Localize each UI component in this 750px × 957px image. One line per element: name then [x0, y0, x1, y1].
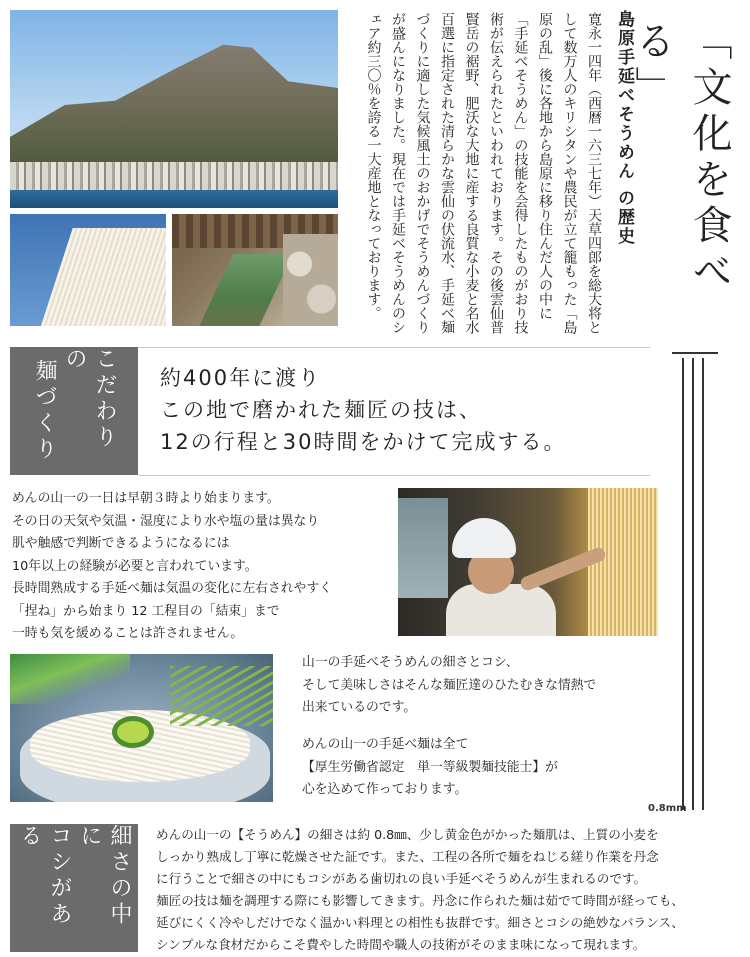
- box-line: こだわりの: [62, 347, 117, 451]
- paragraph-thinness: [156, 824, 684, 956]
- garnish: [170, 666, 273, 726]
- noodle-strands: [27, 228, 166, 326]
- leaves: [10, 654, 130, 704]
- text-line: 山一の手延べそうめんの細さとコシ、: [302, 655, 519, 670]
- measure-line: [682, 358, 684, 810]
- box-line: コシがある: [17, 824, 72, 928]
- paragraph-certified: [302, 734, 558, 802]
- text-line: 10年以上の経験が必要と言われています。: [12, 558, 258, 574]
- paragraph-passion: [302, 652, 596, 720]
- measure-line: [702, 358, 704, 810]
- sea-strip: [10, 190, 338, 208]
- craftsman-body: [446, 584, 556, 636]
- mount-unzen-photo: [10, 10, 338, 208]
- page-title: 「文化を食べる」: [629, 20, 732, 296]
- lead-line: 12の行程と30時間をかけて完成する。: [160, 430, 567, 454]
- town-strip: [10, 162, 338, 190]
- somen-dish-photo: [10, 654, 273, 802]
- craftsman-cap: [452, 518, 516, 558]
- text-line: 心を込めて作っております。: [302, 782, 468, 797]
- window: [398, 498, 448, 598]
- history-heading: 島原手延べそうめん の歴史: [614, 10, 634, 246]
- text-line: しっかり熟成し丁寧に乾燥させた証です。また、工程の各所で麺をねじる縒り作業を丹念: [156, 849, 659, 864]
- text-line: 出来ているのです。: [302, 700, 417, 715]
- text-line: その日の天気や気温・湿度により水や塩の量は異なり: [12, 513, 320, 529]
- water-channel: [191, 254, 293, 326]
- box-line: 細さの中に: [77, 824, 132, 928]
- text-line: シンプルな食材だからこそ費やした時間や職人の技術がそのまま味になって現れます。: [156, 937, 646, 952]
- divider: [138, 347, 650, 348]
- craftsman-photo: [398, 488, 658, 636]
- text-line: そして美味しさはそんな麺匠達のひたむきな情熱で: [302, 677, 597, 693]
- lead-line: 約400年に渡り: [160, 366, 322, 390]
- mountain-shape: [10, 28, 338, 168]
- text-line: めんの山一の手延べ麺は全て: [302, 737, 469, 752]
- stones: [283, 234, 338, 326]
- divider: [138, 475, 650, 476]
- green-onion-ring: [112, 716, 154, 748]
- text-line: 肌や触感で判断できるようになるには: [12, 536, 230, 551]
- section-box-hosa: [10, 824, 138, 952]
- thickness-measure-graphic: [666, 340, 726, 810]
- spring-water-photo: [172, 214, 338, 326]
- text-line: に行うことで細さの中にもコシがある歯切れの良い手延べそうめんが生まれるのです。: [156, 871, 647, 886]
- history-body: 寛永一四年（西暦一六三七年）天草四郎を総大将として数万人のキリシタンや農民が立て籠もった「島原の乱」後に各地から島原に移り住んだ人の中に「手延べそうめん」の技能を会得したものがおり技術が伝えられたといわれております。その後雲仙普賢岳の裾野、肥沃な大地に産する良質な小麦と名水百選に指定された清らかな雲仙の伏流水、手延べ麺づくりに適した気候風土のおかげでそうめんづくりが盛んになりました。現在では手延べそうめんのシェア約三〇％を誇る一大産地となっております。: [365, 12, 602, 334]
- measure-top-bar: [672, 352, 718, 354]
- text-line: めんの山一の【そうめん】の細さは約 0.8㎜、少し黄金色がかった麺肌は、上質の小麦を: [156, 827, 659, 842]
- drying-noodles-photo: [10, 214, 166, 326]
- box-line: 麺づくり: [32, 359, 57, 463]
- text-line: 「捏ね」から始まり 12 工程目の「結束」まで: [12, 603, 280, 619]
- text-line: 【厚生労働省認定 単一等級製麺技能士】が: [302, 759, 558, 775]
- lead-text: [160, 362, 660, 458]
- measure-line: [692, 358, 694, 810]
- text-line: 長時間熟成する手延べ麺は気温の変化に左右されやすく: [12, 581, 332, 596]
- text-line: 一時も気を緩めることは許されません。: [12, 626, 244, 641]
- lead-line: この地で磨かれた麺匠の技は、: [160, 398, 482, 422]
- paragraph-craft: [12, 488, 332, 646]
- text-line: 延びにくく冷やしだけでなく温かい料理との相性も抜群です。細さとコシの絶妙なバランス、: [156, 915, 684, 930]
- measure-label: 0.8mm: [648, 803, 687, 814]
- section-box-kodawari: [10, 347, 138, 475]
- text-line: めんの山一の一日は早朝３時より始まります。: [12, 491, 280, 506]
- text-line: 麺匠の技は麺を調理する際にも影響してきます。丹念に作られた麺は茹でて時間が経っても、: [156, 893, 684, 908]
